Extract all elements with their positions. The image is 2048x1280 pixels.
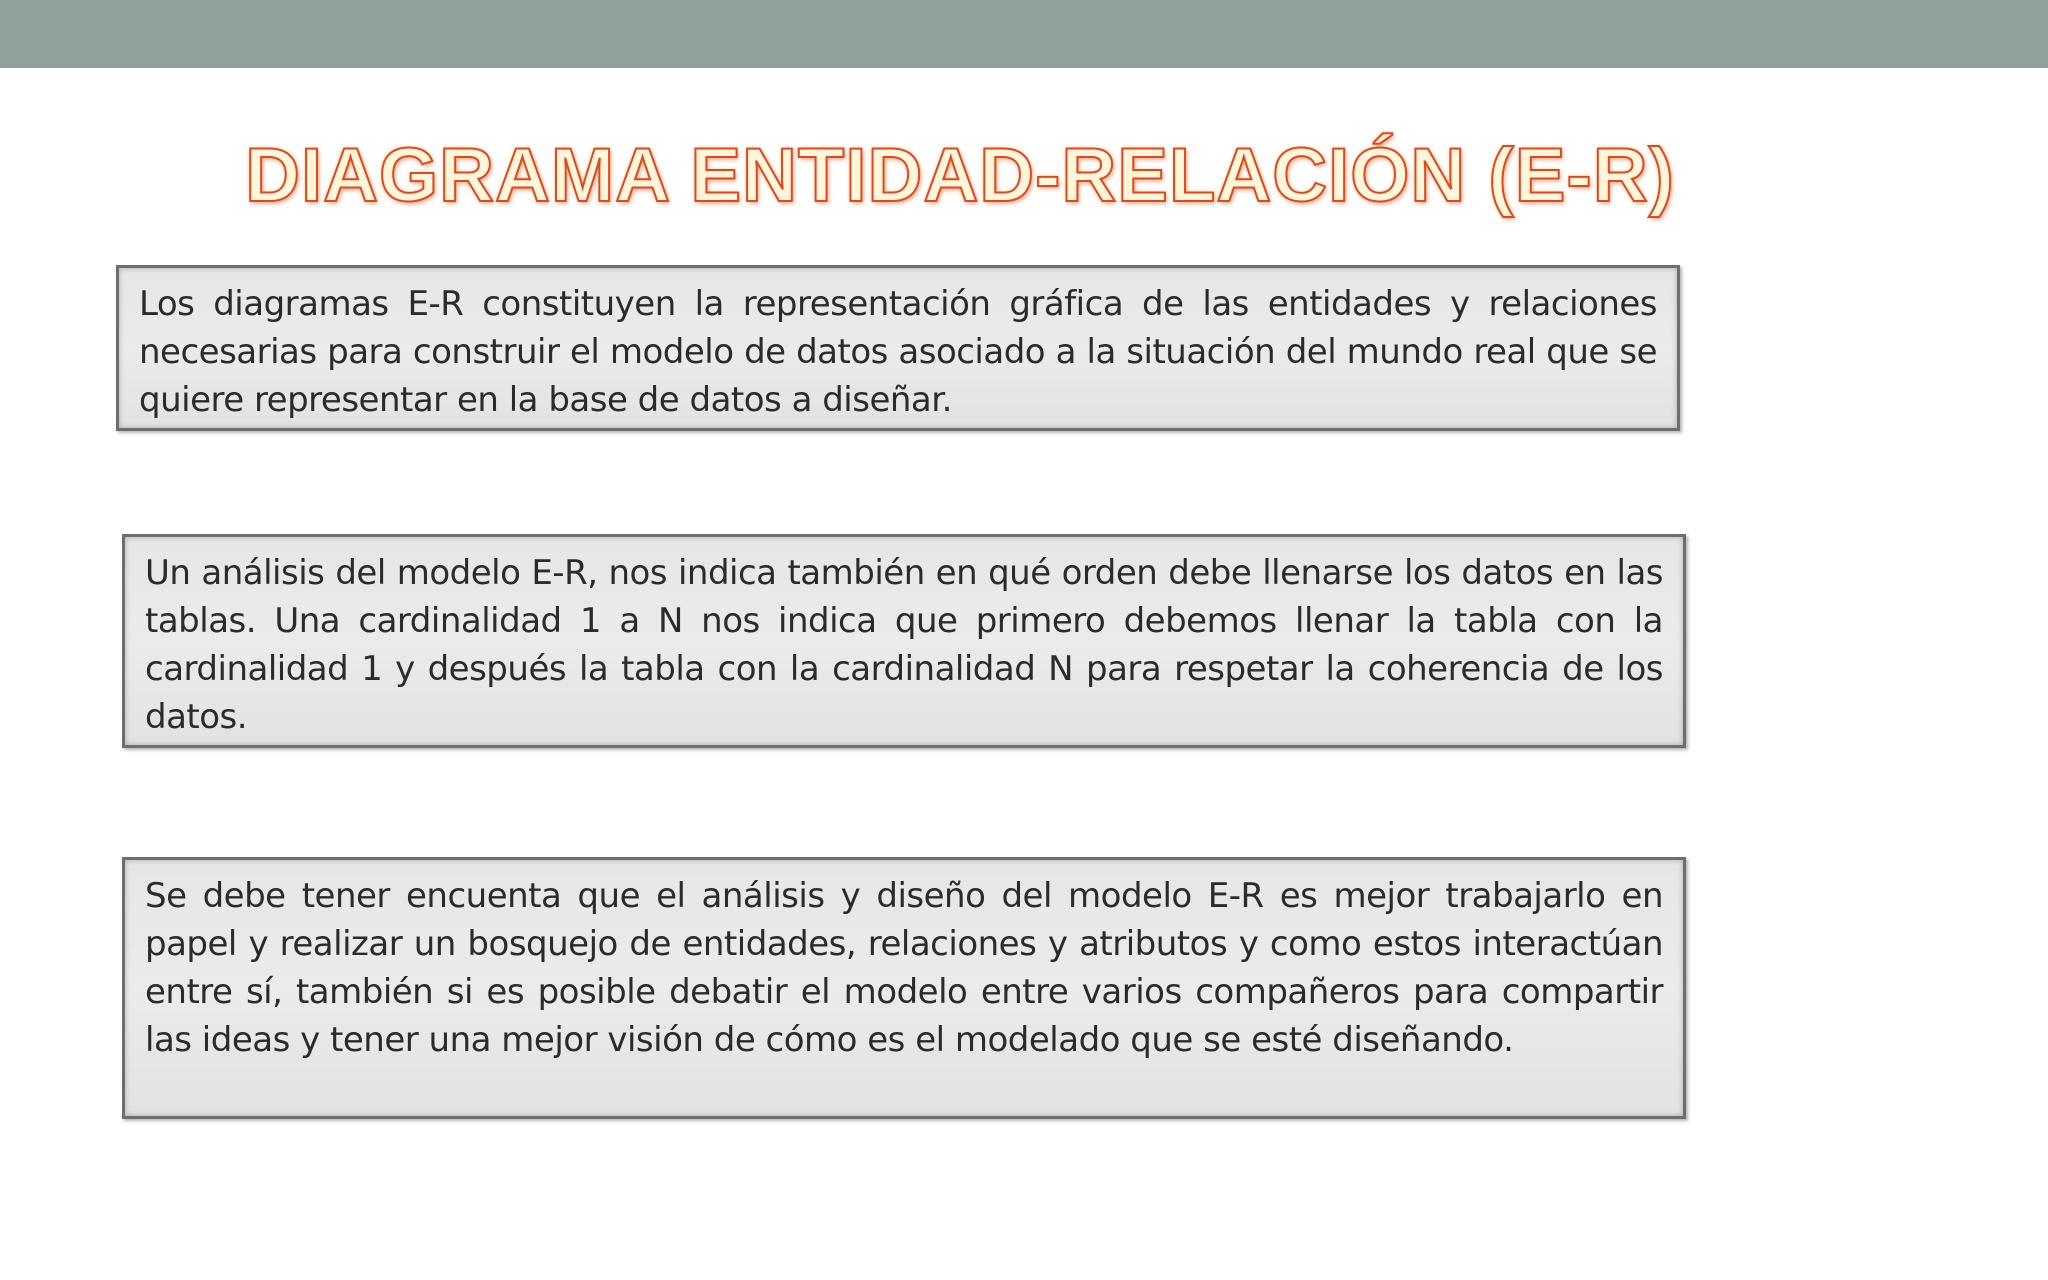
text-box-definition	[116, 265, 1680, 431]
paragraph-definition: Los diagramas E-R constituyen la representación gráfica de las entidades y relaciones necesarias para construir el modelo de datos asociado a la situación del mundo real que se quiere representar en la base de datos a diseñar.	[139, 284, 1657, 420]
text-box-design-advice	[122, 857, 1686, 1119]
paragraph-design-advice: Se debe tener encuenta que el análisis y diseño del modelo E-R es mejor trabajarlo en papel y realizar un bosquejo de entidades, relaciones y atributos y como estos interactúan entre sí, también si es posible debatir el modelo entre varios compañeros para compartir las ideas y tener una mejor visión de cómo es el modelado que se esté diseñando.	[145, 876, 1663, 1060]
paragraph-cardinality: Un análisis del modelo E-R, nos indica también en qué orden debe llenarse los datos en las tablas. Una cardinalidad 1 a N nos indica que primero debemos llenar la tabla con la cardinalidad 1 y después la tabla con la cardinalidad N para respetar la coherencia de los datos.	[145, 553, 1663, 737]
text-box-cardinality	[122, 534, 1686, 748]
top-header-band	[0, 0, 2048, 68]
slide-title: DIAGRAMA ENTIDAD-RELACIÓN (E-R)	[245, 133, 1675, 218]
